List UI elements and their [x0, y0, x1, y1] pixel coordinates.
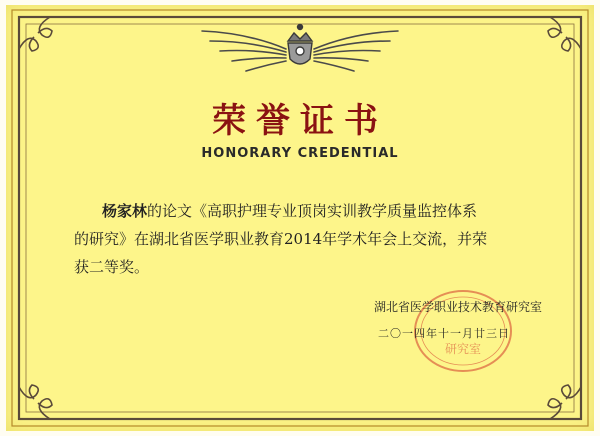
certificate-title: 荣誉证书: [212, 101, 388, 141]
body-line-1: [74, 197, 534, 225]
seal-text: 研究室: [444, 342, 482, 356]
body-line-2: 的研究》在湖北省医学职业教育2014年学术年会上交流，并荣: [74, 230, 488, 248]
issuer-name: 湖北省医学职业技术教育研究室: [374, 300, 543, 314]
certificate-subtitle: HONORARY CREDENTIAL: [201, 146, 399, 161]
body-line-3: 获二等奖。: [74, 258, 150, 276]
certificate-body: [74, 197, 534, 281]
issue-date: 二〇一四年十一月廿三日: [378, 327, 510, 340]
winged-crown-emblem-icon: [198, 19, 402, 75]
recipient-name: 杨家林: [102, 202, 148, 220]
body-line-1-text: 的论文《高职护理专业顶岗实训教学质量监控体系: [147, 202, 478, 220]
certificate: [6, 5, 594, 431]
